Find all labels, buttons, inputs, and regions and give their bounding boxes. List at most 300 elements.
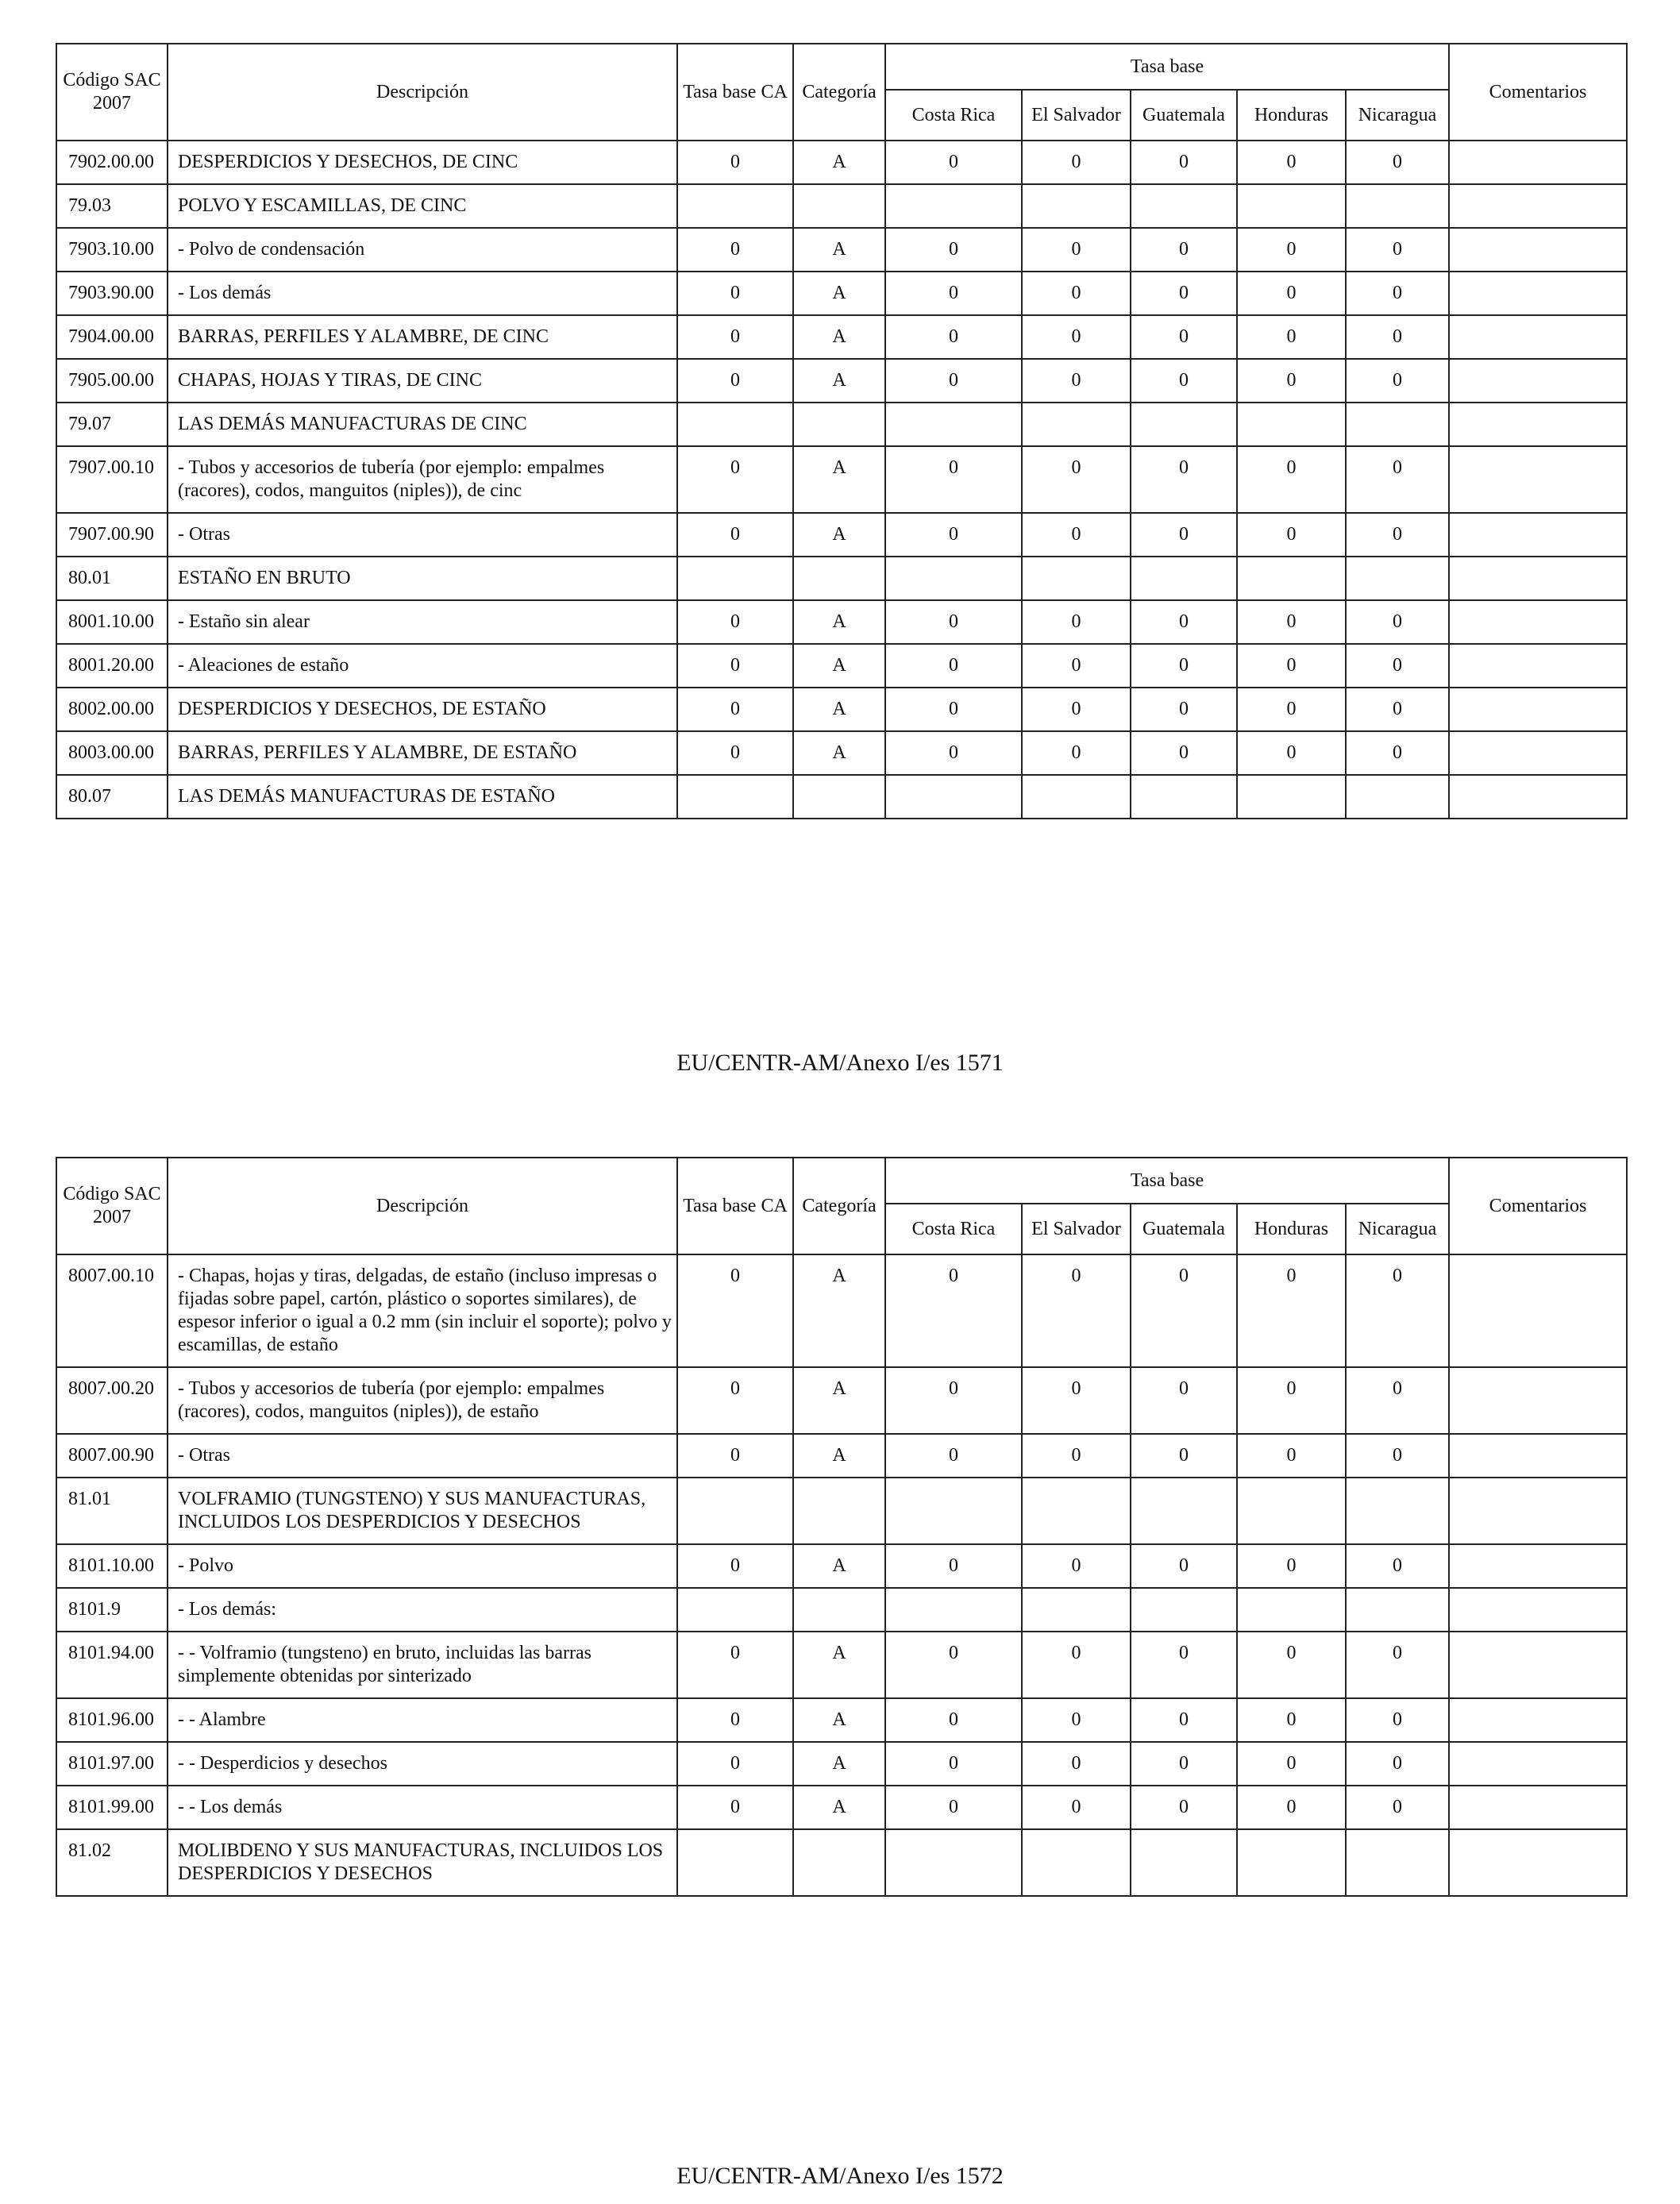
tariff-table bbox=[56, 1157, 1628, 1897]
cell-guatemala: 0 bbox=[1131, 446, 1237, 513]
tariff-page-1572 bbox=[56, 1157, 1626, 1897]
cell-nicaragua bbox=[1346, 1588, 1449, 1632]
cell-category: A bbox=[793, 1632, 885, 1698]
cell-costa-rica: 0 bbox=[885, 1254, 1022, 1367]
cell-el-salvador: 0 bbox=[1022, 688, 1131, 731]
cell-guatemala: 0 bbox=[1131, 1254, 1237, 1367]
cell-category bbox=[793, 775, 885, 819]
cell-description: LAS DEMÁS MANUFACTURAS DE ESTAÑO bbox=[168, 775, 677, 819]
cell-el-salvador: 0 bbox=[1022, 1742, 1131, 1786]
cell-category: A bbox=[793, 600, 885, 644]
cell-base-rate-ca: 0 bbox=[677, 141, 793, 184]
cell-category bbox=[793, 403, 885, 446]
cell-nicaragua: 0 bbox=[1346, 1742, 1449, 1786]
cell-description: BARRAS, PERFILES Y ALAMBRE, DE CINC bbox=[168, 315, 677, 359]
cell-nicaragua: 0 bbox=[1346, 446, 1449, 513]
cell-el-salvador: 0 bbox=[1022, 1544, 1131, 1588]
cell-code: 8101.94.00 bbox=[56, 1632, 168, 1698]
cell-code: 8101.97.00 bbox=[56, 1742, 168, 1786]
cell-comments bbox=[1449, 557, 1627, 600]
cell-nicaragua: 0 bbox=[1346, 1632, 1449, 1698]
cell-guatemala: 0 bbox=[1131, 644, 1237, 688]
cell-code: 8001.10.00 bbox=[56, 600, 168, 644]
cell-nicaragua: 0 bbox=[1346, 141, 1449, 184]
cell-category: A bbox=[793, 644, 885, 688]
cell-nicaragua: 0 bbox=[1346, 228, 1449, 272]
cell-description: - Aleaciones de estaño bbox=[168, 644, 677, 688]
header-honduras: Honduras bbox=[1237, 90, 1346, 141]
cell-guatemala: 0 bbox=[1131, 141, 1237, 184]
cell-guatemala: 0 bbox=[1131, 688, 1237, 731]
cell-honduras: 0 bbox=[1237, 1786, 1346, 1829]
cell-code: 80.01 bbox=[56, 557, 168, 600]
table-row bbox=[56, 446, 1627, 513]
cell-comments bbox=[1449, 1544, 1627, 1588]
table-row bbox=[56, 513, 1627, 557]
cell-nicaragua bbox=[1346, 1829, 1449, 1896]
cell-category: A bbox=[793, 731, 885, 775]
cell-costa-rica bbox=[885, 1588, 1022, 1632]
header-base-rate-ca: Tasa base CA bbox=[677, 1158, 793, 1254]
cell-costa-rica: 0 bbox=[885, 228, 1022, 272]
cell-category: A bbox=[793, 141, 885, 184]
cell-nicaragua: 0 bbox=[1346, 1698, 1449, 1742]
cell-code: 7905.00.00 bbox=[56, 359, 168, 403]
header-base-rate-ca: Tasa base CA bbox=[677, 44, 793, 141]
header-costa-rica: Costa Rica bbox=[885, 1204, 1022, 1254]
table-row bbox=[56, 688, 1627, 731]
cell-el-salvador: 0 bbox=[1022, 1786, 1131, 1829]
cell-code: 7902.00.00 bbox=[56, 141, 168, 184]
cell-comments bbox=[1449, 228, 1627, 272]
cell-el-salvador: 0 bbox=[1022, 315, 1131, 359]
cell-el-salvador bbox=[1022, 557, 1131, 600]
cell-base-rate-ca: 0 bbox=[677, 513, 793, 557]
cell-guatemala bbox=[1131, 184, 1237, 228]
cell-nicaragua bbox=[1346, 184, 1449, 228]
cell-description: ESTAÑO EN BRUTO bbox=[168, 557, 677, 600]
cell-costa-rica: 0 bbox=[885, 1434, 1022, 1478]
table-row bbox=[56, 600, 1627, 644]
cell-category: A bbox=[793, 1544, 885, 1588]
cell-comments bbox=[1449, 184, 1627, 228]
cell-costa-rica bbox=[885, 557, 1022, 600]
cell-costa-rica: 0 bbox=[885, 1742, 1022, 1786]
cell-code: 80.07 bbox=[56, 775, 168, 819]
cell-costa-rica bbox=[885, 184, 1022, 228]
cell-category bbox=[793, 1829, 885, 1896]
cell-code: 7907.00.10 bbox=[56, 446, 168, 513]
cell-costa-rica: 0 bbox=[885, 1786, 1022, 1829]
cell-nicaragua bbox=[1346, 775, 1449, 819]
cell-costa-rica: 0 bbox=[885, 359, 1022, 403]
table-row bbox=[56, 315, 1627, 359]
cell-guatemala: 0 bbox=[1131, 1786, 1237, 1829]
cell-nicaragua: 0 bbox=[1346, 359, 1449, 403]
cell-description: LAS DEMÁS MANUFACTURAS DE CINC bbox=[168, 403, 677, 446]
cell-costa-rica: 0 bbox=[885, 600, 1022, 644]
cell-category: A bbox=[793, 1254, 885, 1367]
cell-costa-rica: 0 bbox=[885, 315, 1022, 359]
cell-code: 79.07 bbox=[56, 403, 168, 446]
cell-description: BARRAS, PERFILES Y ALAMBRE, DE ESTAÑO bbox=[168, 731, 677, 775]
cell-code: 8002.00.00 bbox=[56, 688, 168, 731]
cell-description: - Los demás: bbox=[168, 1588, 677, 1632]
cell-guatemala: 0 bbox=[1131, 228, 1237, 272]
header-category: Categoría bbox=[793, 1158, 885, 1254]
cell-code: 8101.9 bbox=[56, 1588, 168, 1632]
cell-comments bbox=[1449, 272, 1627, 315]
cell-costa-rica: 0 bbox=[885, 141, 1022, 184]
cell-code: 8101.99.00 bbox=[56, 1786, 168, 1829]
cell-base-rate-ca: 0 bbox=[677, 272, 793, 315]
cell-base-rate-ca bbox=[677, 1588, 793, 1632]
header-category: Categoría bbox=[793, 44, 885, 141]
cell-category: A bbox=[793, 1742, 885, 1786]
cell-el-salvador: 0 bbox=[1022, 1254, 1131, 1367]
header-nicaragua: Nicaragua bbox=[1346, 1204, 1449, 1254]
cell-el-salvador: 0 bbox=[1022, 359, 1131, 403]
header-el-salvador: El Salvador bbox=[1022, 90, 1131, 141]
cell-honduras: 0 bbox=[1237, 1632, 1346, 1698]
cell-code: 81.01 bbox=[56, 1478, 168, 1544]
cell-base-rate-ca: 0 bbox=[677, 644, 793, 688]
cell-base-rate-ca: 0 bbox=[677, 1742, 793, 1786]
cell-guatemala bbox=[1131, 1829, 1237, 1896]
cell-description: DESPERDICIOS Y DESECHOS, DE ESTAÑO bbox=[168, 688, 677, 731]
cell-honduras: 0 bbox=[1237, 228, 1346, 272]
table-row bbox=[56, 1254, 1627, 1367]
cell-code: 8007.00.20 bbox=[56, 1367, 168, 1434]
cell-guatemala: 0 bbox=[1131, 1742, 1237, 1786]
cell-nicaragua: 0 bbox=[1346, 1434, 1449, 1478]
table-row bbox=[56, 228, 1627, 272]
cell-comments bbox=[1449, 1742, 1627, 1786]
cell-comments bbox=[1449, 1632, 1627, 1698]
cell-el-salvador: 0 bbox=[1022, 1367, 1131, 1434]
cell-comments bbox=[1449, 141, 1627, 184]
cell-code: 7903.10.00 bbox=[56, 228, 168, 272]
cell-description: VOLFRAMIO (TUNGSTENO) Y SUS MANUFACTURAS, INCLUIDOS LOS DESPERDICIOS Y DESECHOS bbox=[168, 1478, 677, 1544]
cell-comments bbox=[1449, 359, 1627, 403]
cell-comments bbox=[1449, 731, 1627, 775]
cell-code: 8001.20.00 bbox=[56, 644, 168, 688]
cell-comments bbox=[1449, 644, 1627, 688]
cell-comments bbox=[1449, 1478, 1627, 1544]
header-code: Código SAC 2007 bbox=[56, 44, 168, 141]
cell-costa-rica: 0 bbox=[885, 1544, 1022, 1588]
header-el-salvador: El Salvador bbox=[1022, 1204, 1131, 1254]
cell-honduras: 0 bbox=[1237, 359, 1346, 403]
cell-honduras: 0 bbox=[1237, 688, 1346, 731]
cell-nicaragua: 0 bbox=[1346, 315, 1449, 359]
cell-description: - - Desperdicios y desechos bbox=[168, 1742, 677, 1786]
cell-costa-rica: 0 bbox=[885, 446, 1022, 513]
cell-honduras bbox=[1237, 1588, 1346, 1632]
cell-el-salvador: 0 bbox=[1022, 228, 1131, 272]
cell-el-salvador: 0 bbox=[1022, 141, 1131, 184]
cell-base-rate-ca: 0 bbox=[677, 600, 793, 644]
cell-description: DESPERDICIOS Y DESECHOS, DE CINC bbox=[168, 141, 677, 184]
table-row bbox=[56, 184, 1627, 228]
table-row bbox=[56, 403, 1627, 446]
cell-honduras: 0 bbox=[1237, 600, 1346, 644]
cell-guatemala: 0 bbox=[1131, 1698, 1237, 1742]
cell-honduras bbox=[1237, 1829, 1346, 1896]
cell-guatemala: 0 bbox=[1131, 1544, 1237, 1588]
cell-description: - Polvo bbox=[168, 1544, 677, 1588]
cell-comments bbox=[1449, 1829, 1627, 1896]
cell-nicaragua bbox=[1346, 403, 1449, 446]
cell-honduras: 0 bbox=[1237, 1254, 1346, 1367]
cell-nicaragua: 0 bbox=[1346, 1786, 1449, 1829]
cell-category: A bbox=[793, 446, 885, 513]
cell-category: A bbox=[793, 359, 885, 403]
cell-nicaragua: 0 bbox=[1346, 272, 1449, 315]
table-row bbox=[56, 359, 1627, 403]
cell-honduras bbox=[1237, 184, 1346, 228]
cell-el-salvador bbox=[1022, 403, 1131, 446]
cell-nicaragua bbox=[1346, 1478, 1449, 1544]
cell-nicaragua: 0 bbox=[1346, 513, 1449, 557]
cell-category: A bbox=[793, 1698, 885, 1742]
cell-comments bbox=[1449, 775, 1627, 819]
cell-guatemala bbox=[1131, 557, 1237, 600]
cell-costa-rica: 0 bbox=[885, 731, 1022, 775]
page-footer: EU/CENTR-AM/Anexo I/es 1571 bbox=[676, 1050, 1004, 1076]
cell-description: - Otras bbox=[168, 513, 677, 557]
header-description: Descripción bbox=[168, 44, 677, 141]
cell-el-salvador: 0 bbox=[1022, 446, 1131, 513]
cell-code: 81.02 bbox=[56, 1829, 168, 1896]
cell-base-rate-ca bbox=[677, 557, 793, 600]
cell-guatemala: 0 bbox=[1131, 1632, 1237, 1698]
cell-category: A bbox=[793, 513, 885, 557]
cell-guatemala: 0 bbox=[1131, 315, 1237, 359]
cell-honduras: 0 bbox=[1237, 1698, 1346, 1742]
cell-base-rate-ca bbox=[677, 1478, 793, 1544]
cell-base-rate-ca: 0 bbox=[677, 228, 793, 272]
cell-el-salvador bbox=[1022, 775, 1131, 819]
cell-code: 8007.00.10 bbox=[56, 1254, 168, 1367]
cell-description: - - Alambre bbox=[168, 1698, 677, 1742]
cell-comments bbox=[1449, 1367, 1627, 1434]
cell-nicaragua: 0 bbox=[1346, 1254, 1449, 1367]
cell-honduras: 0 bbox=[1237, 1367, 1346, 1434]
cell-category bbox=[793, 1478, 885, 1544]
cell-code: 7904.00.00 bbox=[56, 315, 168, 359]
cell-base-rate-ca: 0 bbox=[677, 731, 793, 775]
table-row bbox=[56, 1367, 1627, 1434]
page-footer: EU/CENTR-AM/Anexo I/es 1572 bbox=[676, 2163, 1004, 2189]
cell-nicaragua bbox=[1346, 557, 1449, 600]
cell-el-salvador bbox=[1022, 1829, 1131, 1896]
cell-base-rate-ca: 0 bbox=[677, 1786, 793, 1829]
cell-description: POLVO Y ESCAMILLAS, DE CINC bbox=[168, 184, 677, 228]
cell-guatemala: 0 bbox=[1131, 600, 1237, 644]
table-row bbox=[56, 644, 1627, 688]
tariff-page-1571 bbox=[56, 43, 1626, 819]
cell-honduras bbox=[1237, 557, 1346, 600]
header-guatemala: Guatemala bbox=[1131, 90, 1237, 141]
cell-comments bbox=[1449, 1588, 1627, 1632]
table-row bbox=[56, 1786, 1627, 1829]
cell-base-rate-ca: 0 bbox=[677, 1367, 793, 1434]
cell-costa-rica: 0 bbox=[885, 1698, 1022, 1742]
table-row bbox=[56, 775, 1627, 819]
cell-category: A bbox=[793, 688, 885, 731]
cell-costa-rica bbox=[885, 1829, 1022, 1896]
cell-honduras bbox=[1237, 403, 1346, 446]
table-row bbox=[56, 731, 1627, 775]
cell-description: - - Volframio (tungsteno) en bruto, incluidas las barras simplemente obtenidas por sinterizado bbox=[168, 1632, 677, 1698]
cell-costa-rica: 0 bbox=[885, 272, 1022, 315]
cell-el-salvador: 0 bbox=[1022, 272, 1131, 315]
cell-guatemala: 0 bbox=[1131, 513, 1237, 557]
cell-comments bbox=[1449, 446, 1627, 513]
header-base-rate: Tasa base bbox=[885, 44, 1449, 90]
cell-base-rate-ca bbox=[677, 775, 793, 819]
cell-category bbox=[793, 1588, 885, 1632]
cell-description: - Tubos y accesorios de tubería (por ejemplo: empalmes (racores), codos, manguitos (niples)), de cinc bbox=[168, 446, 677, 513]
cell-el-salvador: 0 bbox=[1022, 513, 1131, 557]
cell-base-rate-ca: 0 bbox=[677, 1698, 793, 1742]
cell-description: MOLIBDENO Y SUS MANUFACTURAS, INCLUIDOS LOS DESPERDICIOS Y DESECHOS bbox=[168, 1829, 677, 1896]
cell-honduras: 0 bbox=[1237, 731, 1346, 775]
cell-guatemala: 0 bbox=[1131, 359, 1237, 403]
cell-code: 8007.00.90 bbox=[56, 1434, 168, 1478]
cell-description: - Tubos y accesorios de tubería (por ejemplo: empalmes (racores), codos, manguitos (niples)), de estaño bbox=[168, 1367, 677, 1434]
cell-nicaragua: 0 bbox=[1346, 731, 1449, 775]
cell-base-rate-ca: 0 bbox=[677, 1544, 793, 1588]
cell-category: A bbox=[793, 1434, 885, 1478]
cell-el-salvador: 0 bbox=[1022, 644, 1131, 688]
table-row bbox=[56, 1544, 1627, 1588]
cell-base-rate-ca: 0 bbox=[677, 359, 793, 403]
cell-base-rate-ca: 0 bbox=[677, 1254, 793, 1367]
cell-costa-rica bbox=[885, 775, 1022, 819]
cell-costa-rica: 0 bbox=[885, 513, 1022, 557]
cell-description: - Otras bbox=[168, 1434, 677, 1478]
cell-honduras: 0 bbox=[1237, 446, 1346, 513]
cell-nicaragua: 0 bbox=[1346, 1367, 1449, 1434]
header-base-rate: Tasa base bbox=[885, 1158, 1449, 1204]
cell-description: - Los demás bbox=[168, 272, 677, 315]
cell-guatemala: 0 bbox=[1131, 272, 1237, 315]
cell-honduras: 0 bbox=[1237, 272, 1346, 315]
cell-costa-rica bbox=[885, 1478, 1022, 1544]
table-row bbox=[56, 1698, 1627, 1742]
cell-comments bbox=[1449, 1698, 1627, 1742]
header-comments: Comentarios bbox=[1449, 1158, 1627, 1254]
header-guatemala: Guatemala bbox=[1131, 1204, 1237, 1254]
cell-category bbox=[793, 557, 885, 600]
cell-base-rate-ca: 0 bbox=[677, 1434, 793, 1478]
cell-description: - Polvo de condensación bbox=[168, 228, 677, 272]
cell-honduras bbox=[1237, 775, 1346, 819]
cell-nicaragua: 0 bbox=[1346, 688, 1449, 731]
cell-category: A bbox=[793, 1367, 885, 1434]
header-honduras: Honduras bbox=[1237, 1204, 1346, 1254]
cell-code: 8101.96.00 bbox=[56, 1698, 168, 1742]
cell-code: 8003.00.00 bbox=[56, 731, 168, 775]
header-nicaragua: Nicaragua bbox=[1346, 90, 1449, 141]
cell-code: 79.03 bbox=[56, 184, 168, 228]
cell-guatemala bbox=[1131, 1588, 1237, 1632]
header-costa-rica: Costa Rica bbox=[885, 90, 1022, 141]
cell-nicaragua: 0 bbox=[1346, 600, 1449, 644]
cell-base-rate-ca bbox=[677, 1829, 793, 1896]
cell-comments bbox=[1449, 1786, 1627, 1829]
cell-comments bbox=[1449, 688, 1627, 731]
cell-honduras: 0 bbox=[1237, 644, 1346, 688]
cell-code: 7903.90.00 bbox=[56, 272, 168, 315]
cell-el-salvador bbox=[1022, 184, 1131, 228]
cell-comments bbox=[1449, 513, 1627, 557]
cell-category: A bbox=[793, 315, 885, 359]
cell-costa-rica bbox=[885, 403, 1022, 446]
cell-description: CHAPAS, HOJAS Y TIRAS, DE CINC bbox=[168, 359, 677, 403]
table-row bbox=[56, 1632, 1627, 1698]
cell-guatemala bbox=[1131, 1478, 1237, 1544]
cell-nicaragua: 0 bbox=[1346, 644, 1449, 688]
cell-guatemala bbox=[1131, 403, 1237, 446]
cell-guatemala bbox=[1131, 775, 1237, 819]
cell-guatemala: 0 bbox=[1131, 1367, 1237, 1434]
cell-base-rate-ca bbox=[677, 184, 793, 228]
cell-description: - - Los demás bbox=[168, 1786, 677, 1829]
table-row bbox=[56, 1478, 1627, 1544]
header-code: Código SAC 2007 bbox=[56, 1158, 168, 1254]
cell-el-salvador: 0 bbox=[1022, 1632, 1131, 1698]
cell-nicaragua: 0 bbox=[1346, 1544, 1449, 1588]
cell-guatemala: 0 bbox=[1131, 1434, 1237, 1478]
cell-base-rate-ca: 0 bbox=[677, 1632, 793, 1698]
cell-honduras: 0 bbox=[1237, 1544, 1346, 1588]
cell-costa-rica: 0 bbox=[885, 1367, 1022, 1434]
table-row bbox=[56, 1434, 1627, 1478]
cell-category bbox=[793, 184, 885, 228]
cell-el-salvador bbox=[1022, 1588, 1131, 1632]
cell-description: - Chapas, hojas y tiras, delgadas, de estaño (incluso impresas o fijadas sobre papel, cartón, plástico o soportes similares), de espesor inferior o igual a 0.2 mm (sin incluir el soporte); polvo y escamillas, de estaño bbox=[168, 1254, 677, 1367]
cell-el-salvador: 0 bbox=[1022, 1698, 1131, 1742]
cell-costa-rica: 0 bbox=[885, 688, 1022, 731]
cell-category: A bbox=[793, 228, 885, 272]
header-comments: Comentarios bbox=[1449, 44, 1627, 141]
cell-code: 7907.00.90 bbox=[56, 513, 168, 557]
table-row bbox=[56, 141, 1627, 184]
cell-guatemala: 0 bbox=[1131, 731, 1237, 775]
cell-honduras bbox=[1237, 1478, 1346, 1544]
tariff-table bbox=[56, 43, 1628, 819]
header-description: Descripción bbox=[168, 1158, 677, 1254]
cell-honduras: 0 bbox=[1237, 1742, 1346, 1786]
cell-comments bbox=[1449, 600, 1627, 644]
cell-honduras: 0 bbox=[1237, 1434, 1346, 1478]
cell-el-salvador: 0 bbox=[1022, 600, 1131, 644]
cell-comments bbox=[1449, 1254, 1627, 1367]
cell-description: - Estaño sin alear bbox=[168, 600, 677, 644]
table-row bbox=[56, 1588, 1627, 1632]
cell-el-salvador: 0 bbox=[1022, 731, 1131, 775]
table-row bbox=[56, 272, 1627, 315]
cell-honduras: 0 bbox=[1237, 513, 1346, 557]
table-row bbox=[56, 1829, 1627, 1896]
cell-base-rate-ca: 0 bbox=[677, 315, 793, 359]
cell-category: A bbox=[793, 1786, 885, 1829]
table-row bbox=[56, 1742, 1627, 1786]
cell-costa-rica: 0 bbox=[885, 1632, 1022, 1698]
